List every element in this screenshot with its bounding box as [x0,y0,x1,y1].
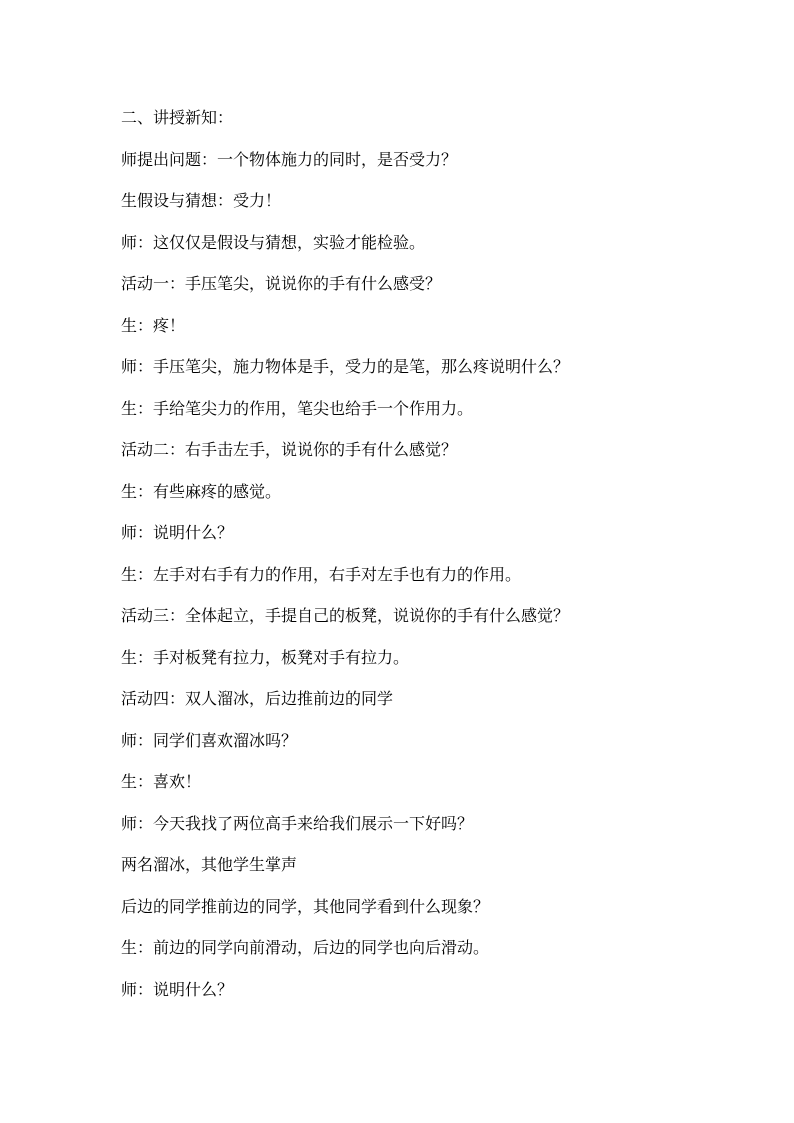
paragraph-line: 生假设与猜想：受力！ [121,191,282,210]
paragraph-line: 生：前边的同学向前滑动，后边的同学也向后滑动。 [121,938,490,957]
paragraph-line: 两名溜冰，其他学生掌声 [121,855,298,874]
paragraph-line: 师提出问题：一个物体施力的同时，是否受力？ [121,149,458,169]
paragraph-line: 师：手压笔尖，施力物体是手，受力的是笔，那么疼说明什么？ [121,357,570,376]
paragraph-line: 师：说明什么？ [121,523,234,542]
paragraph-line: 师：同学们喜欢溜冰吗？ [121,730,298,750]
paragraph-line: 生：有些麻疼的感觉。 [121,481,282,501]
paragraph-line: 活动一：手压笔尖，说说你的手有什么感受？ [121,274,442,293]
paragraph-line: 师：说明什么？ [121,979,234,999]
paragraph-line: 活动四：双人溜冰，后边推前边的同学 [121,689,394,708]
paragraph-line: 生：疼！ [121,315,186,335]
section-heading: 二、讲授新知： [121,108,234,127]
paragraph-line: 生：左手对右手有力的作用，右手对左手也有力的作用。 [121,564,522,584]
paragraph-line: 师：今天我找了两位高手来给我们展示一下好吗？ [121,813,474,833]
paragraph-line: 活动三：全体起立，手提自己的板凳，说说你的手有什么感觉？ [121,606,570,625]
paragraph-line: 师：这仅仅是假设与猜想，实验才能检验。 [121,232,426,252]
paragraph-line: 活动二：右手击左手，说说你的手有什么感觉？ [121,440,458,459]
document-body [121,104,681,1017]
paragraph-line: 后边的同学推前边的同学，其他同学看到什么现象？ [121,896,490,916]
paragraph-line: 生：喜欢！ [121,772,202,791]
paragraph-line: 生：手给笔尖力的作用，笔尖也给手一个作用力。 [121,398,474,418]
paragraph-line: 生：手对板凳有拉力，板凳对手有拉力。 [121,647,410,667]
